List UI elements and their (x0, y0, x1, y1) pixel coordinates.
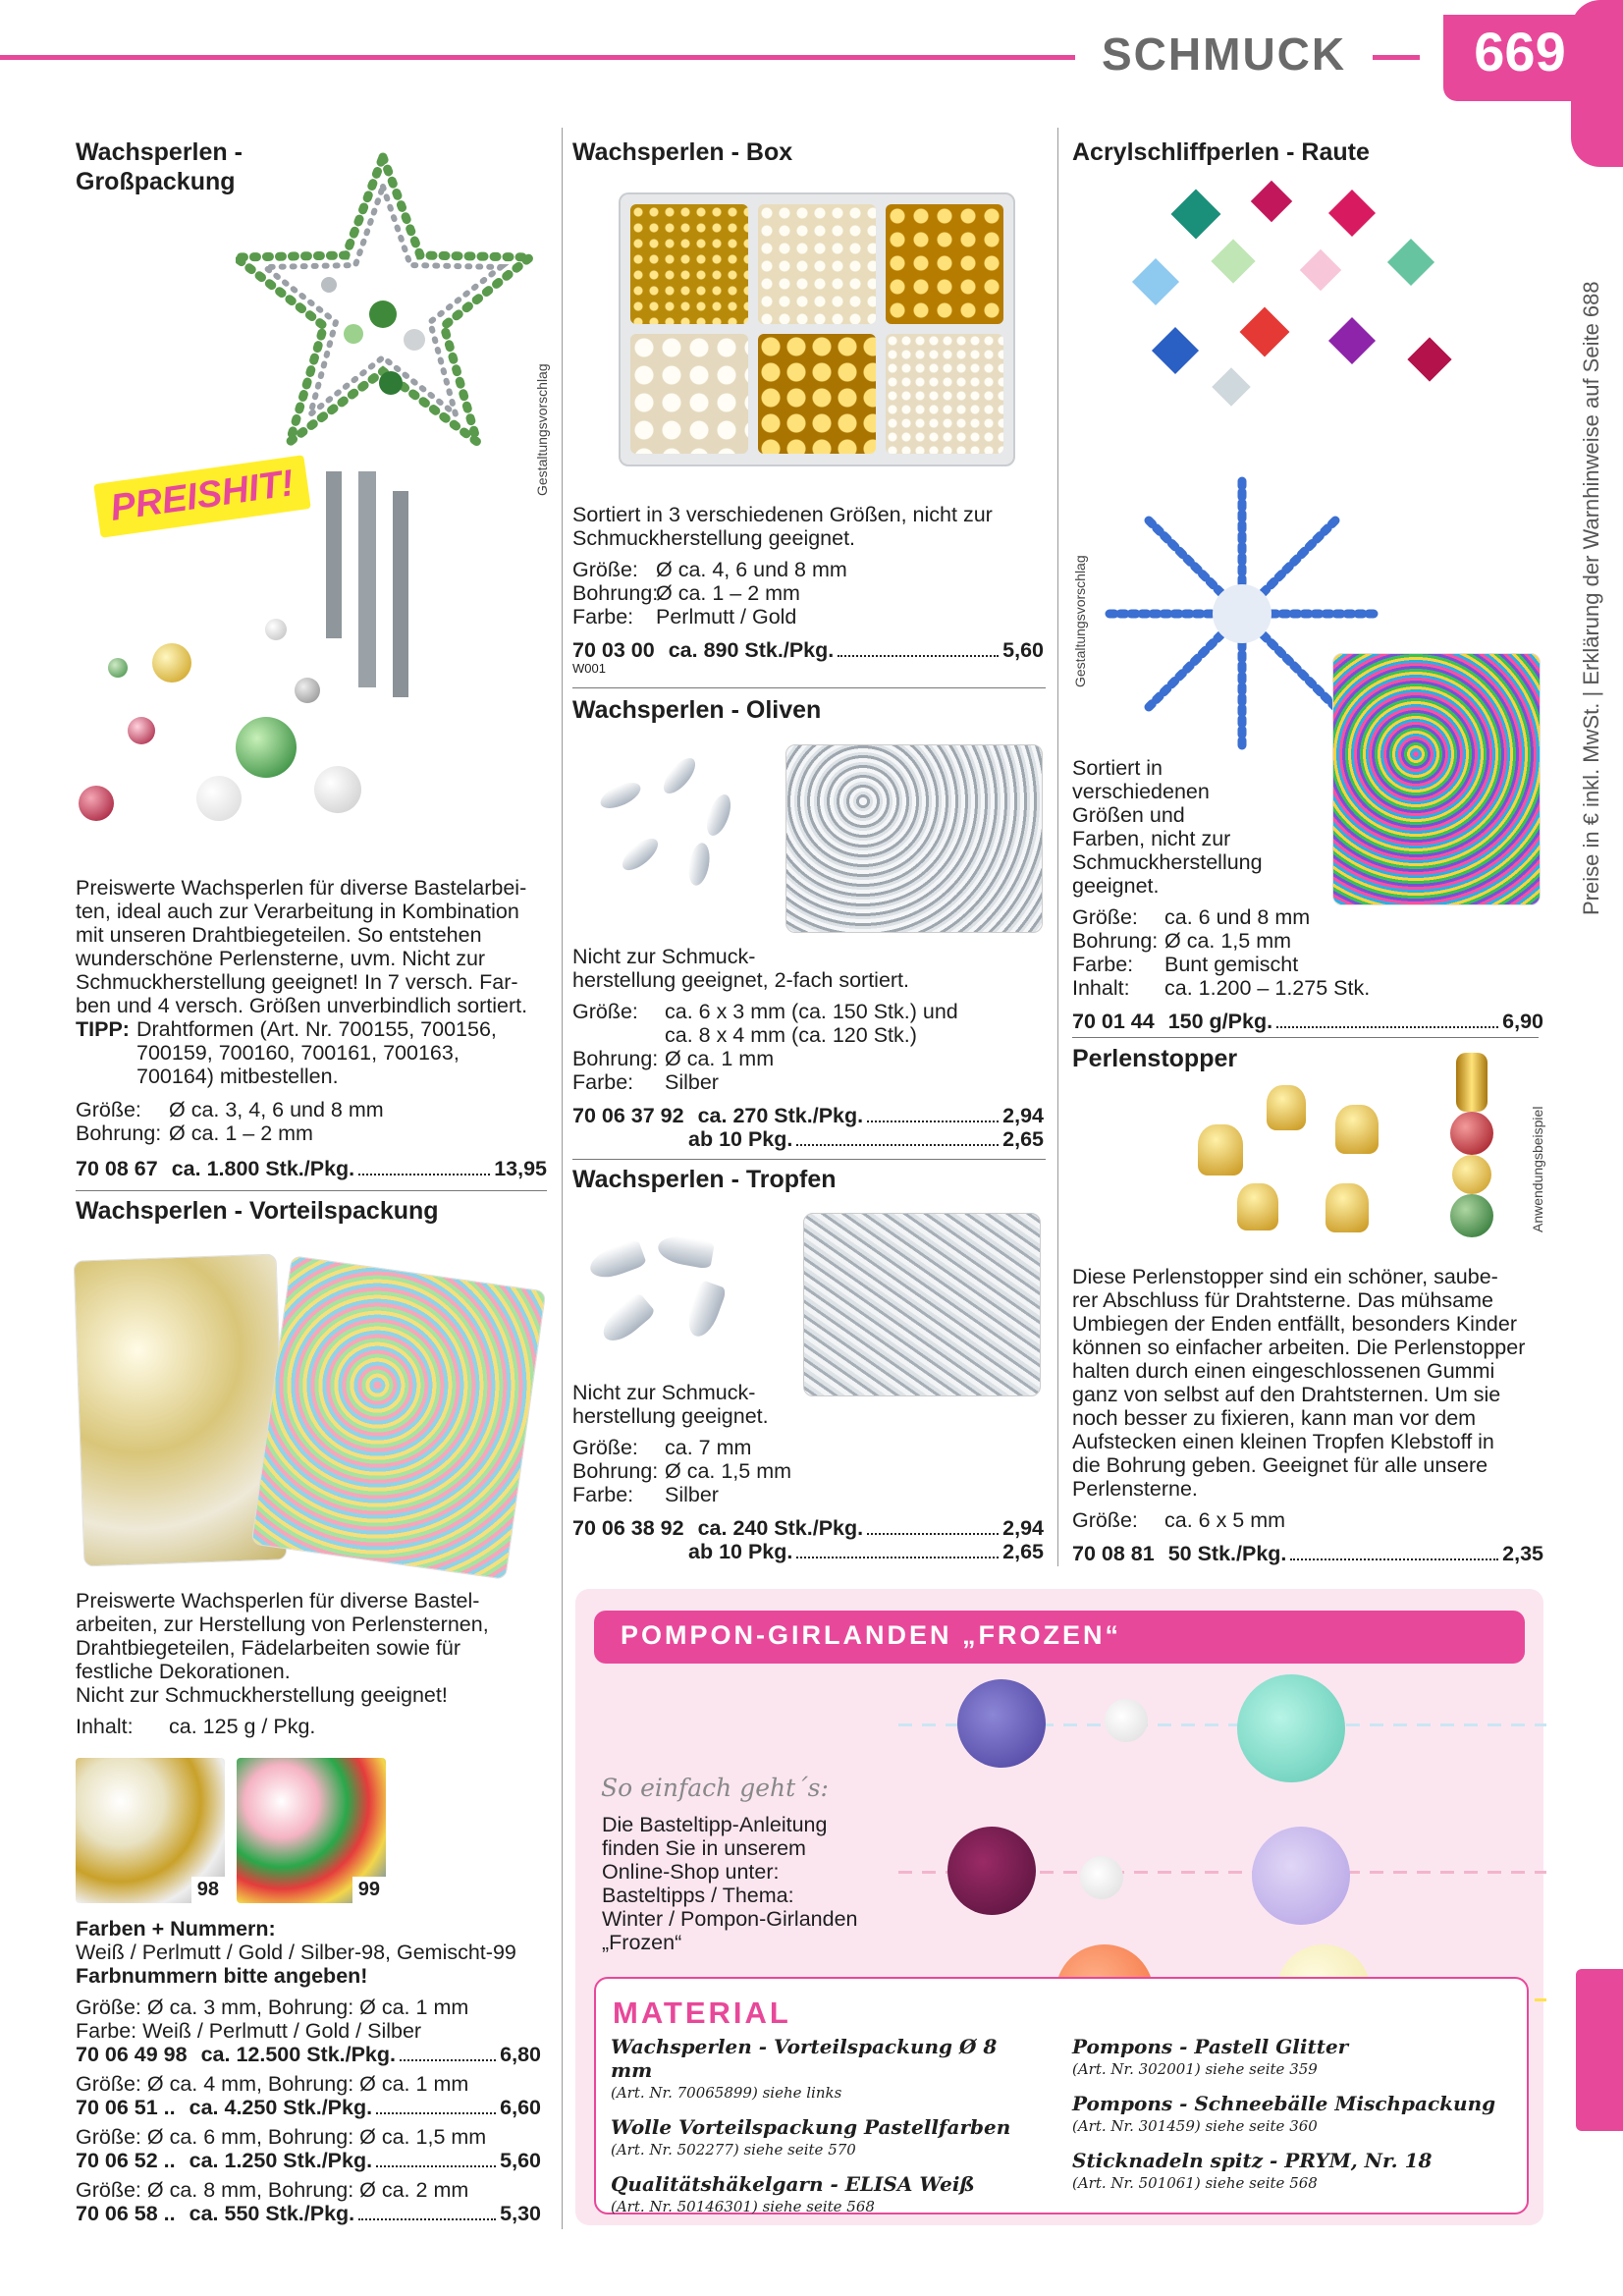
vorteil-order-row-3: 70 06 52 .. ca. 1.250 Stk./Pkg. 5,60 (76, 2149, 541, 2172)
vorteil-bag-colored-image (251, 1255, 547, 1580)
grosspackung-title: Wachsperlen - Großpackung (76, 138, 243, 195)
how-title: So einfach geht´s: (601, 1774, 829, 1802)
page-number: 669 (1474, 21, 1566, 82)
divider-grosspackung (76, 1190, 547, 1191)
tropfen-loose-image (579, 1228, 776, 1355)
stopper-order-row: 70 08 81 50 Stk./Pkg. 2,35 (1072, 1542, 1543, 1565)
how-text: Die Basteltipp-Anleitung finden Sie in unserem Online-Shop unter: Basteltipps / Thema: Winter / Pompon-Girlanden „Frozen“ (602, 1813, 858, 1954)
swatch-98 (76, 1758, 225, 1903)
column-divider-2 (1057, 128, 1058, 1566)
preishit-badge: PREISHIT! (93, 455, 310, 538)
divider-raute (1072, 1037, 1539, 1038)
oliven-desc: Nicht zur Schmuck- herstellung geeignet, 2-fach sortiert. Größe: ca. 6 x 3 mm (ca. 150 Stk.) und ca. 8 x 4 mm (ca. 120 Stk.) Bohrung: Ø ca. 1 mm Farbe: Silber 70 06 37 92 ca. 270 Stk./Pkg. 2,94 ab 10 Pkg. 2,65 (572, 945, 1044, 1151)
vorteil-order-row-1: 70 06 49 98 ca. 12.500 Stk./Pkg. 6,80 (76, 2043, 541, 2066)
tropfen-bag-image (803, 1213, 1041, 1396)
raute-beads-image (1119, 177, 1473, 412)
tropfen-title: Wachsperlen - Tropfen (572, 1166, 837, 1193)
box-code: W001 (572, 661, 606, 676)
divider-box (572, 687, 1046, 688)
raute-title: Acrylschliffperlen - Raute (1072, 138, 1370, 166)
oliven-title: Wachsperlen - Oliven (572, 696, 822, 724)
section-title: SCHMUCK (1102, 28, 1347, 80)
header-rule-left (0, 55, 1075, 60)
oliven-order-row: 70 06 37 92 ca. 270 Stk./Pkg. 2,94 (572, 1104, 1044, 1127)
stopper-example-image (1448, 1053, 1495, 1249)
box-image (619, 192, 1015, 466)
stopper-image (1188, 1066, 1453, 1252)
vorteil-order-row-2: 70 06 51 .. ca. 4.250 Stk./Pkg. 6,60 (76, 2096, 541, 2119)
loose-beads-image (69, 599, 393, 845)
vorteil-order-row-4: 70 06 58 .. ca. 550 Stk./Pkg. 5,30 (76, 2202, 541, 2225)
gestaltung-label-2: Gestaltungsvorschlag (1072, 555, 1088, 687)
page-tab-top (1571, 0, 1623, 167)
tropfen-desc: Nicht zur Schmuck- herstellung geeignet. Größe: ca. 7 mm Bohrung: Ø ca. 1,5 mm Farbe: Silber 70 06 38 92 ca. 240 Stk./Pkg. 2,94 ab 10 Pkg. 2,65 (572, 1381, 1044, 1563)
pompon-title: POMPON-GIRLANDEN „FROZEN“ (621, 1620, 1121, 1650)
oliven-bag-image (785, 744, 1043, 933)
swatch-98-label: 98 (191, 1877, 225, 1903)
page-tab-bottom (1576, 1969, 1623, 2131)
material-title: MATERIAL (613, 1995, 791, 2030)
box-title: Wachsperlen - Box (572, 138, 793, 166)
header-rule-mid (1373, 55, 1420, 60)
grosspackung-desc: Preiswerte Wachsperlen für diverse Bastelarbei- ten, ideal auch zur Verarbeitung in Kombination mit unseren Drahtbiegeteilen. So entstehen wunderschöne Perlensterne, uvm. Nicht zur Schmuckherstellung geeignet! In 7 versch. Far- ben und 4 versch. Größen unverbindlich sortiert. TIPP: Drahtformen (Art. Nr. 700155, 700156, 700159, 700160, 700161, 700163, 700164) mitbestellen. Größe: Ø ca. 3, 4, 6 und 8 mm Bohrung: Ø ca. 1 – 2 mm 70 08 67 ca. 1.800 Stk./Pkg. 13,95 (76, 876, 547, 1180)
swatch-99-label: 99 (352, 1877, 386, 1903)
column-divider-1 (562, 128, 563, 2229)
vorteil-desc: Preiswerte Wachsperlen für diverse Bastel- arbeiten, zur Herstellung von Perlensternen, Drahtbiegeteilen, Fädelarbeiten sowie für festliche Dekorationen. Nicht zur Schmuckherstellung geeignet! Inhalt: ca. 125 g / Pkg. (76, 1589, 489, 1738)
stopper-desc: Diese Perlenstopper sind ein schöner, saube- rer Abschluss für Drahtsterne. Das mühsame Umbiegen der Enden entfällt, besonders Kinder können so einfacher arbeiten. Die Perlenstopper halten durch einen eingeschlossenen Gummi ganz von selbst auf den Drahtsternen. Um sie noch besser zu fixieren, kann man vor dem Aufstecken einen kleinen Tropfen Klebstoff in die Bohrung geben. Geeignet für alle unsere Perlensterne. Größe: ca. 6 x 5 mm 70 08 81 50 Stk./Pkg. 2,35 (1072, 1265, 1543, 1565)
swatch-99 (237, 1758, 386, 1903)
box-order-row: 70 03 00 ca. 890 Stk./Pkg. 5,60 (572, 638, 1044, 662)
grosspackung-order-row: 70 08 67 ca. 1.800 Stk./Pkg. 13,95 (76, 1157, 547, 1180)
raute-order-row: 70 01 44 150 g/Pkg. 6,90 (1072, 1010, 1543, 1033)
side-note: Preise in € inkl. MwSt. | Erklärung der Warnhinweise auf Seite 688 (1579, 281, 1603, 915)
box-desc: Sortiert in 3 verschiedenen Größen, nicht zur Schmuckherstellung geeignet. Größe: Ø ca. 4, 6 und 8 mm Bohrung: Ø ca. 1 – 2 mm Farbe: Perlmutt / Gold 70 03 00 ca. 890 Stk./Pkg. 5,60 W001 (572, 503, 1044, 676)
tropfen-order-row: 70 06 38 92 ca. 240 Stk./Pkg. 2,94 (572, 1516, 1044, 1540)
vorteil-order-block: Farben + Nummern: Weiß / Perlmutt / Gold / Silber-98, Gemischt-99 Farbnummern bitte angeben! Größe: Ø ca. 3 mm, Bohrung: Ø ca. 1 mm Farbe: Weiß / Perlmutt / Gold / Silber 70 06 49 98 ca. 12.500 Stk./Pkg. 6,80 Größe: Ø ca. 4 mm, Bohrung: Ø ca. 1 mm 70 06 51 .. ca. 4.250 Stk./Pkg. 6,60 Größe: Ø ca. 6 mm, Bohrung: Ø ca. 1,5 mm 70 06 52 .. ca. 1.250 Stk./Pkg. 5,60 Größe: Ø ca. 8 mm, Bohrung: Ø ca. 2 mm 70 06 58 .. ca. 550 Stk./Pkg. 5,30 (76, 1917, 541, 2225)
star-wire (236, 157, 530, 442)
tropfen-order-row-2: ab 10 Pkg. 2,65 (688, 1540, 1044, 1563)
divider-oliven (572, 1159, 1046, 1160)
materials-left: Wachsperlen - Vorteilspackung Ø 8 mm (Art. Nr. 70065899) siehe links Wolle Vorteilspackung Pastellfarben (Art. Nr. 502277) siehe seite 570 Qualitätshäkelgarn - ELISA Weiß (Art. Nr. 50146301) siehe seite 568 (611, 2035, 1011, 2215)
oliven-loose-image (579, 746, 776, 903)
anwendung-label: Anwendungsbeispiel (1530, 1106, 1545, 1232)
gestaltung-label-1: Gestaltungsvorschlag (534, 363, 550, 496)
raute-desc: Sortiert in verschiedenen Größen und Farben, nicht zur Schmuckherstellung geeignet. Größe: ca. 6 und 8 mm Bohrung: Ø ca. 1,5 mm Farbe: Bunt gemischt Inhalt: ca. 1.200 – 1.275 Stk. 70 01 44 150 g/Pkg. 6,90 (1072, 756, 1543, 1033)
oliven-order-row-2: ab 10 Pkg. 2,65 (688, 1127, 1044, 1151)
materials-right: Pompons - Pastell Glitter (Art. Nr. 302001) siehe seite 359 Pompons - Schneebälle Mischpackung (Art. Nr. 301459) siehe seite 360 Sticknadeln spitz - PRYM, Nr. 18 (Art. Nr. 501061) siehe seite 568 (1072, 2035, 1496, 2192)
stopper-title: Perlenstopper (1072, 1045, 1238, 1072)
vorteil-title: Wachsperlen - Vorteilspackung (76, 1197, 439, 1225)
